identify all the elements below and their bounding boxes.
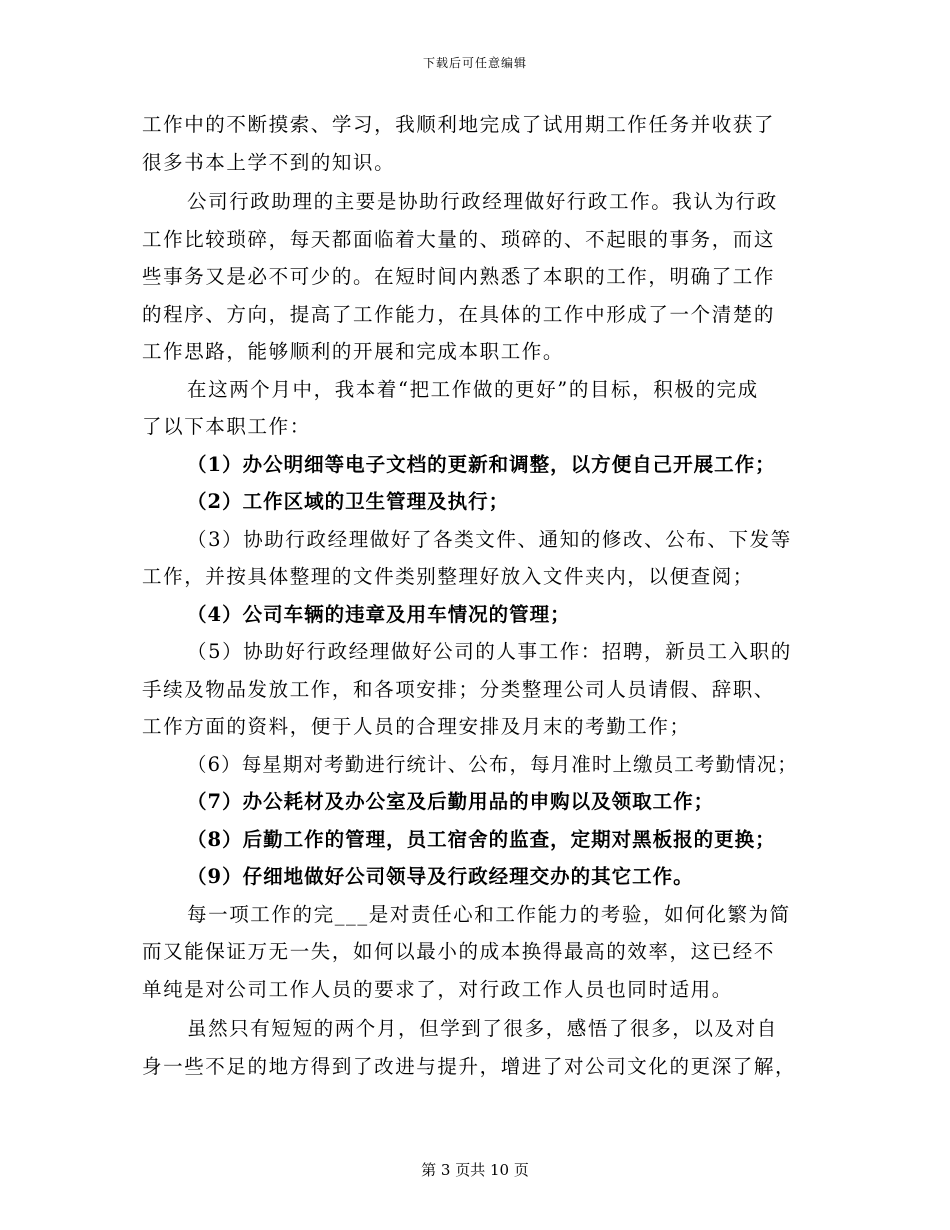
body-line: 公司行政助理的主要是协助行政经理做好行政工作。我认为行政 (187, 190, 778, 213)
list-item-bold: （7）办公耗材及办公室及后勤用品的申购以及领取工作； (187, 790, 715, 813)
body-line: 了以下本职工作： (142, 415, 311, 438)
list-item: （5）协助好行政经理做好公司的人事工作：招聘，新员工入职的 (187, 640, 792, 663)
body-line: 在这两个月中，我本着“把工作做的更好”的目标，积极的完成 (187, 377, 759, 401)
list-item-bold: （2）工作区域的卫生管理及执行； (187, 490, 510, 513)
list-item-bold: （8）后勤工作的管理，员工宿舍的监查，定期对黑板报的更换； (187, 827, 776, 851)
body-line: 工作比较琐碎，每天都面临着大量的、琐碎的、不起眼的事务，而这 (142, 227, 776, 251)
body-line: 些事务又是必不可少的。在短时间内熟悉了本职的工作，明确了工作 (142, 265, 776, 288)
body-line: 工作思路，能够顺利的开展和完成本职工作。 (142, 340, 565, 363)
body-line: 很多书本上学不到的知识。 (142, 150, 396, 174)
list-item-bold: （9）仔细地做好公司领导及行政经理交办的其它工作。 (187, 865, 694, 888)
list-item-bold: （1）办公明细等电子文档的更新和调整，以方便自己开展工作； (187, 452, 776, 476)
body-line: 身一些不足的地方得到了改进与提升，增进了对公司文化的更深了解， (142, 1054, 797, 1078)
page-number: 第 3 页共 10 页 (421, 1161, 529, 1179)
body-line: 虽然只有短短的两个月，但学到了很多，感悟了很多，以及对自 (187, 1017, 778, 1040)
body-line: 工作中的不断摸索、学习，我顺利地完成了试用期工作任务并收获了 (142, 113, 776, 136)
body-line: 每一项工作的完___是对责任心和工作能力的考验，如何化繁为简 (187, 902, 791, 926)
document-body (142, 106, 818, 1085)
header-note: 下载后可任意编辑 (422, 56, 527, 70)
body-line: 工作，并按具体整理的文件类别整理好放入文件夹内，以便查阅； (142, 565, 754, 588)
body-line: 手续及物品发放工作，和各项安排；分类整理公司人员请假、辞职、 (142, 677, 776, 701)
list-item: （3）协助行政经理做好了各类文件、通知的修改、公布、下发等 (187, 527, 792, 551)
body-line: 工作方面的资料，便于人员的合理安排及月末的考勤工作； (142, 715, 691, 738)
body-line: 的程序、方向，提高了工作能力，在具体的工作中形成了一个清楚的 (142, 302, 776, 326)
list-item: （6）每星期对考勤进行统计、公布，每月准时上缴员工考勤情况； (187, 752, 798, 776)
list-item-bold: （4）公司车辆的违章及用车情况的管理； (187, 602, 571, 626)
body-line: 而又能保证万无一失，如何以最小的成本换得最高的效率，这已经不 (142, 940, 776, 963)
body-line: 单纯是对公司工作人员的要求了，对行政工作人员也同时适用。 (142, 977, 733, 1001)
